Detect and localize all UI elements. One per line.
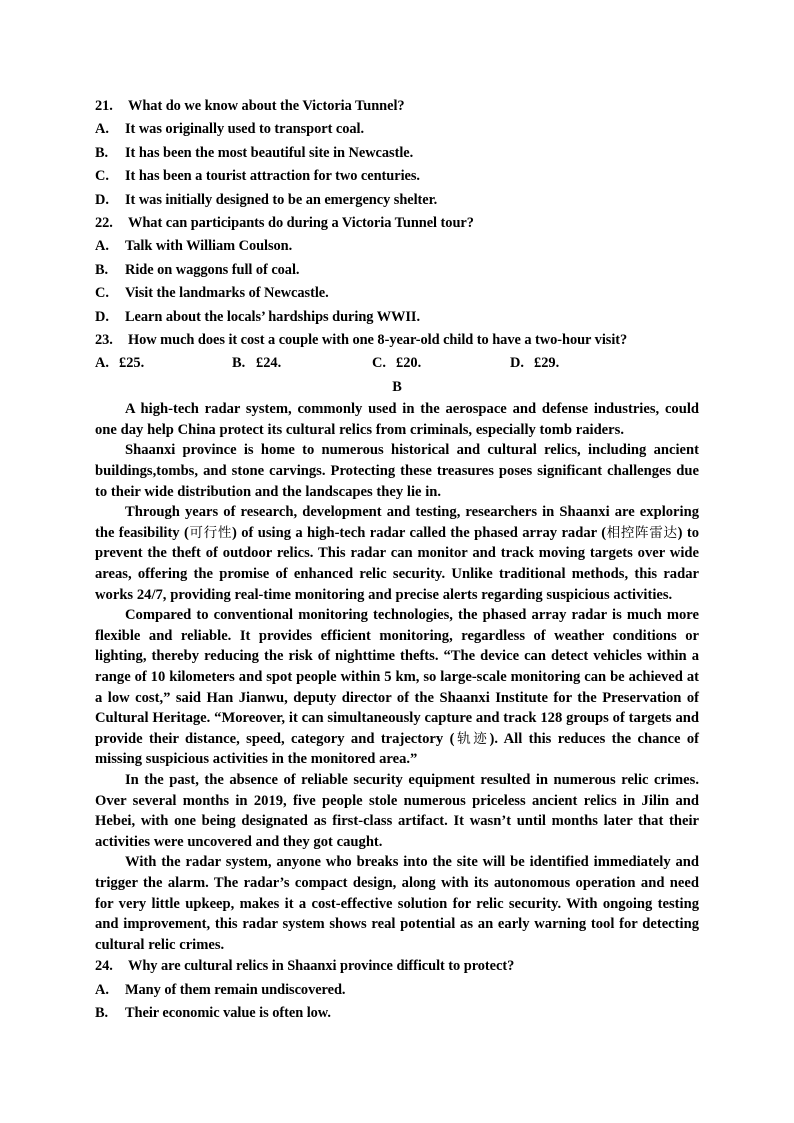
option-text: Talk with William Coulson. [125, 238, 293, 255]
option-label: A. [95, 355, 109, 372]
option-22-b[interactable] [95, 259, 699, 282]
option-21-a[interactable] [95, 118, 699, 141]
passage-paragraph-3: Through years of research, development and testing, researchers in Shaanxi are exploring the feasibility (可行性) of using a high-tech radar called the phased array radar (相控阵雷达) to prevent the theft of outdoor relics. This radar can monitor and track moving targets over wide areas, offering the promise of enhanced relic security. Unlike traditional methods, this radar works 24/7, providing real-time monitoring and precise alerts regarding suspicious activities. [95, 504, 700, 603]
question-text-21: What do we know about the Victoria Tunnel? [128, 98, 405, 114]
option-label: B. [95, 144, 109, 161]
chinese-gloss: 轨迹 [454, 730, 490, 747]
option-23-b[interactable] [232, 352, 281, 375]
option-text: It has been a tourist attraction for two centuries. [125, 168, 420, 185]
option-22-d[interactable] [95, 306, 699, 329]
chinese-gloss: 相控阵雷达 [606, 524, 678, 541]
option-22-a[interactable] [95, 235, 699, 258]
section-letter-b: B [392, 378, 402, 395]
option-24-b[interactable] [95, 1002, 699, 1025]
option-24-a[interactable] [95, 979, 699, 1002]
option-text: £24. [256, 355, 282, 372]
option-23-a[interactable] [95, 352, 144, 375]
option-23-c[interactable] [372, 352, 421, 375]
option-label: A. [95, 981, 109, 998]
question-stem-21 [95, 95, 699, 118]
option-label: D. [510, 355, 524, 372]
option-text: Learn about the locals’ hardships during WWII. [125, 308, 421, 325]
chinese-gloss: 可行性 [188, 524, 233, 541]
passage-paragraph-2: Shaanxi province is home to numerous historical and cultural relics, including ancient buildings,tombs, and stone carvings. Protecting these treasures poses significant challenges due to their wide distribution and the landscapes they lie in. [95, 442, 699, 500]
option-label: D. [95, 191, 109, 208]
question-stem-22 [95, 212, 699, 235]
option-label: D. [95, 308, 109, 325]
option-text: It was initially designed to be an emergency shelter. [125, 191, 438, 208]
option-label: C. [372, 355, 386, 372]
passage-paragraph-5: In the past, the absence of reliable security equipment resulted in numerous relic crimes. Over several months in 2019, five people stole numerous priceless ancient relics in Jilin and Hebei, with one being designated as first-class artifact. It wasn’t until months later that their activities were uncovered and they got caught. [95, 771, 699, 850]
passage-paragraph-4: Compared to conventional monitoring technologies, the phased array radar is much more flexible and reliable. It provides efficient monitoring, regardless of weather conditions or lighting, thereby reducing the risk of nighttime thefts. “The device can detect vehicles within a range of 10 kilometers and spot people within 5 km, so large-scale monitoring can be achieved at a low cost,” said Han Jianwu, deputy director of the Shaanxi Institute for the Preservation of Cultural Heritage. “Moreover, it can simultaneously capture and track 128 groups of targets and provide their distance, speed, category and trajectory (轨迹). All this reduces the chance of missing suspicious activities in the monitored area.” [95, 607, 700, 768]
page-content [95, 95, 699, 1026]
option-label: C. [95, 168, 109, 185]
passage-paragraph-6: With the radar system, anyone who breaks into the site will be identified immediately and trigger the alarm. The radar’s compact design, along with its autonomous operation and need for very little upkeep, makes it a cost-effective solution for relic security. With ongoing testing and improvement, this radar system shows real potential as an early warning tool for detecting cultural relic crimes. [95, 854, 699, 953]
question-number-23: 23. [95, 332, 113, 349]
option-text: £20. [396, 355, 422, 372]
option-21-d[interactable] [95, 189, 699, 212]
option-text: It has been the most beautiful site in Newcastle. [125, 144, 414, 161]
option-label: A. [95, 121, 109, 138]
question-number-22: 22. [95, 215, 113, 232]
option-23-d[interactable] [510, 352, 559, 375]
option-22-c[interactable] [95, 282, 699, 305]
question-number-24: 24. [95, 958, 113, 975]
passage-paragraph-1: A high-tech radar system, commonly used in the aerospace and defense industries, could one day help China protect its cultural relics from criminals, especially tomb raiders. [95, 401, 699, 438]
option-label: C. [95, 285, 109, 302]
option-21-b[interactable] [95, 142, 699, 165]
option-label: B. [232, 355, 246, 372]
option-text: Ride on waggons full of coal. [125, 261, 300, 278]
question-stem-23 [95, 329, 699, 352]
option-text: Many of them remain undiscovered. [125, 981, 346, 998]
question-text-22: What can participants do during a Victoria Tunnel tour? [128, 215, 474, 232]
option-label: A. [95, 238, 109, 255]
option-label: B. [95, 261, 109, 278]
question-number-21: 21. [95, 98, 113, 114]
question-stem-24 [95, 955, 699, 978]
option-text: £29. [534, 355, 560, 372]
option-text: Their economic value is often low. [125, 1005, 331, 1022]
option-text: Visit the landmarks of Newcastle. [125, 285, 329, 302]
option-row-23 [95, 352, 699, 375]
option-label: B. [95, 1005, 109, 1022]
option-text: It was originally used to transport coal. [125, 121, 364, 138]
question-text-23: How much does it cost a couple with one 8-year-old child to have a two-hour visit? [128, 332, 628, 349]
option-text: £25. [119, 355, 145, 372]
question-text-24: Why are cultural relics in Shaanxi province difficult to protect? [128, 958, 515, 975]
option-21-c[interactable] [95, 165, 699, 188]
